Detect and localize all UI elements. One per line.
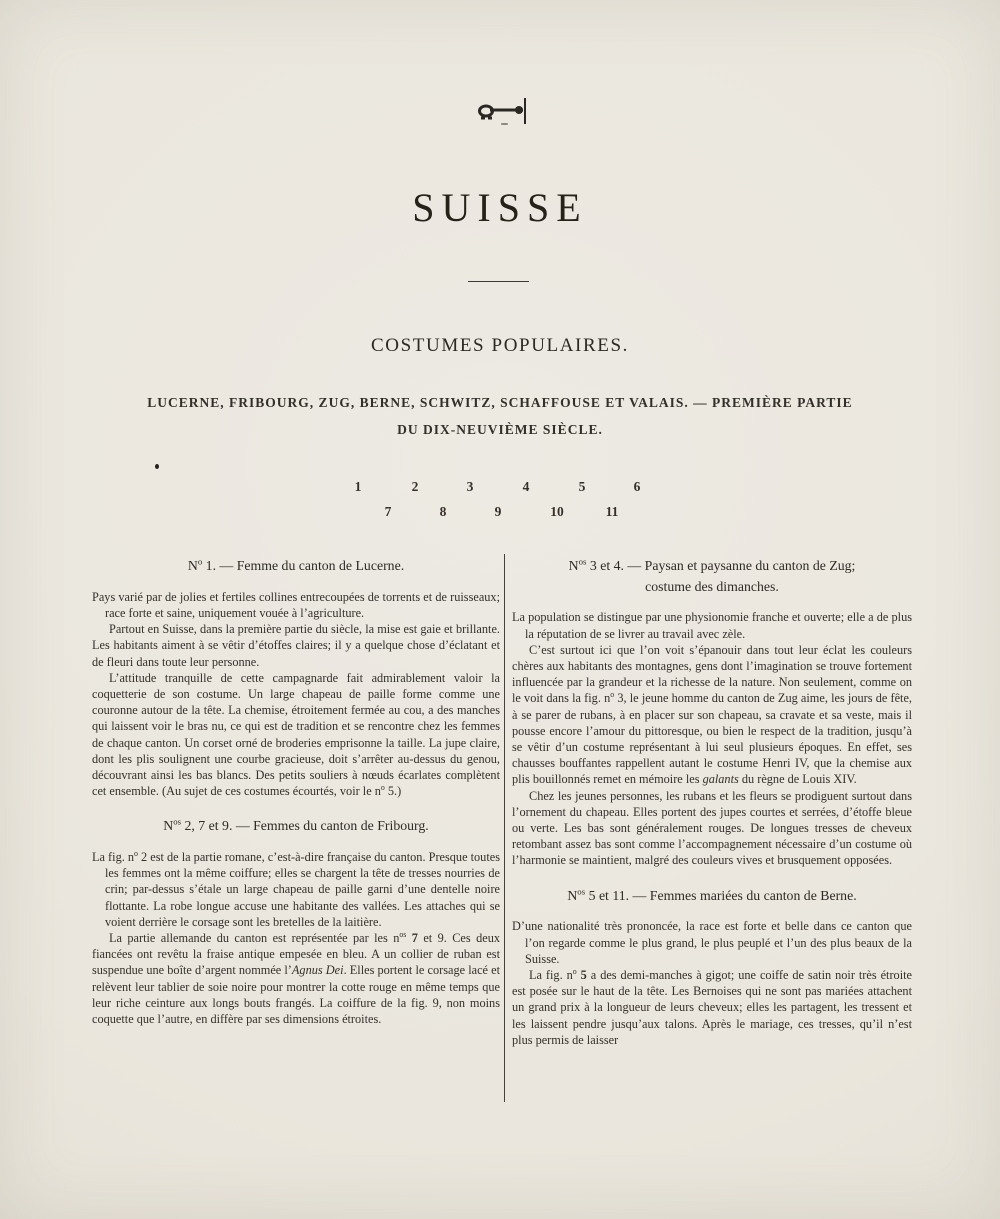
- figure-number: 10: [550, 504, 564, 519]
- figure-number: 8: [439, 504, 447, 519]
- paragraph: Chez les jeunes personnes, les rubans et les fleurs se prodiguent surtout dans l’ornement du chapeau. Elles portent des jupes courtes et serrées, d’étoffe bleue ou verte. Les bas sont généralement rouges. De longues tresses de cheveux retombant assez bas sont comme l’accompagnement nécessaire d’un costume où l’harmonie se maintient, malgré des couleurs vives et brusquement opposées.: [512, 788, 912, 868]
- paragraph: Partout en Suisse, dans la première partie du siècle, la mise est gaie et brillante. Les habitants aiment à se vêtir d’étoffes claires; il y a quelque chose d’éclatant et de fleuri dans toute leur personne.: [92, 622, 500, 669]
- figure-number: 9: [494, 504, 502, 519]
- subtitle-line: DU DIX-NEUVIÈME SIÈCLE.: [397, 422, 603, 437]
- paragraph: La population se distingue par une physionomie franche et ouverte; elle a de plus la réputation de se livrer au travail avec zèle.: [512, 610, 912, 641]
- figure-number: 6: [633, 479, 641, 494]
- paragraph: C’est surtout ici que l’on voit s’épanouir dans tout leur éclat les couleurs chères aux habitants des montagnes, gens dont l’imagination se trouve fortement influencée par la grandeur et la richesse de la nature. Non seulement, comme on le voit dans la fig. $n^o$ 3, le jeune homme du canton de Zug aime, les jours de fête, à se parer de rubans, à en placer sur son chapeau, sa cravate et sa veste, mais il pousse encore l’amour du pittoresque, ou bien le respect de la tradition, jusqu’à se vêtir d’un costume représentant à lui seul plusieurs époques. En effet, ses chausses bouffantes rappellent autant le costume Henri IV, que la chemise aux plis bouillonnés remet en mémoire les galants du règne de Louis XIV.: [512, 642, 912, 787]
- page-title: SUISSE: [412, 185, 588, 230]
- left-column: [92, 556, 500, 1027]
- figure-number: 4: [522, 479, 530, 494]
- ink-speck: [155, 464, 159, 469]
- figure-number: 2: [411, 479, 419, 494]
- section-heading-fribourg: $N^{os}$ 2, 7 et 9. — Femmes du canton de Fribourg.: [163, 816, 429, 834]
- section-heading-berne: $N^{os}$ 5 et 11. — Femmes mariées du canton de Berne.: [567, 886, 857, 903]
- section-heading-lucerne: $N^o$ 1. — Femme du canton de Lucerne.: [187, 556, 405, 573]
- paragraph: La fig. $n^o$ 2 est de la partie romane, c’est-à-dire française du canton. Presque toutes les femmes ont la même coiffure; elles se chargent la tête de tresses nourries de crin; par-dessus s’étale un large chapeau de paille garni d’une dentelle noire flottante. La robe longue accuse une habitante des vallées. Les attaches qui se voient derrière le corsage sont les bretelles de la laitière.: [92, 848, 500, 929]
- subtitle-line: LUCERNE, FRIBOURG, ZUG, BERNE, SCHWITZ, SCHAFFOUSE ET VALAIS. — PREMIÈRE PARTIE: [147, 395, 853, 410]
- section-title: COSTUMES POPULAIRES.: [371, 335, 629, 356]
- figure-number: 3: [466, 479, 474, 494]
- paragraph: L’attitude tranquille de cette campagnarde fait admirablement valoir la coquetterie de son costume. Un large chapeau de paille forme comme une couronne autour de la tête. La chemise, étroitement fermée au cou, a des manches qui laissent voir le bras nu, ce qui est de tradition et se rencontre chez les femmes de chaque canton. Un corset orné de broderies emprisonne la taille. La jupe claire, dont les plis soulignent une courbe gracieuse, doit s’arrêter au-dessus du genou, découvrant ainsi les bas blancs. Des petits souliers à nœuds écarlates complètent cet ensemble. (Au sujet de ces costumes écourtés, voir le $n^o$ 5.): [92, 670, 500, 799]
- paragraph: La fig. $n^o$ 5 a des demi-manches à gigot; une coiffe de satin noir très étroite est posée sur le haut de la tête. Les Bernoises qui ne sont pas mariées attachent un grand prix à la longueur de leurs cheveux; elles les partagent, les tressent et les laissent pendre jusqu’aux talons. Après le mariage, ces tresses, qu’il n’est plus permis de laisser: [512, 966, 912, 1047]
- figure-number: 5: [578, 479, 586, 494]
- ornament-dash: [501, 123, 508, 125]
- paragraph: D’une nationalité très prononcée, la race est forte et belle dans ce canton que l’on regarde comme le plus grand, le plus peuplé et l’un des plus beaux de la Suisse.: [512, 919, 912, 966]
- key-ornament-icon: [477, 97, 529, 125]
- paragraph: La partie allemande du canton est représentée par les $n^{os}$ 7 et 9. Ces deux fiancées ont revêtu la fraise antique empesée en bleu. A un collier de ruban est suspendue une boîte d’argent nommée l’Agnus Dei. Elles portent le corsage lacé et relèvent leur tablier de soie noire pour montrer la cotte rouge en même temps que leur riche ceinture aux longs bouts frangés. La coiffure de la fig. 9, non moins coquette que l’autre, en diffère par ses dimensions étroites.: [92, 929, 501, 1027]
- column-divider-rule: [504, 554, 505, 1102]
- right-column: [512, 556, 912, 1048]
- section-heading-zug: $N^{os}$ 3 et 4. — Paysan et paysanne du canton de Zug; costume des dimanches.: [568, 556, 856, 594]
- figure-number: 11: [605, 504, 619, 519]
- figure-number: 7: [384, 504, 392, 519]
- figure-number: 1: [354, 479, 362, 494]
- title-divider-rule: [468, 281, 529, 282]
- paragraph: Pays varié par de jolies et fertiles collines entrecoupées de torrents et de ruisseaux; race forte et saine, uniquement vouée à l’agriculture.: [92, 589, 500, 620]
